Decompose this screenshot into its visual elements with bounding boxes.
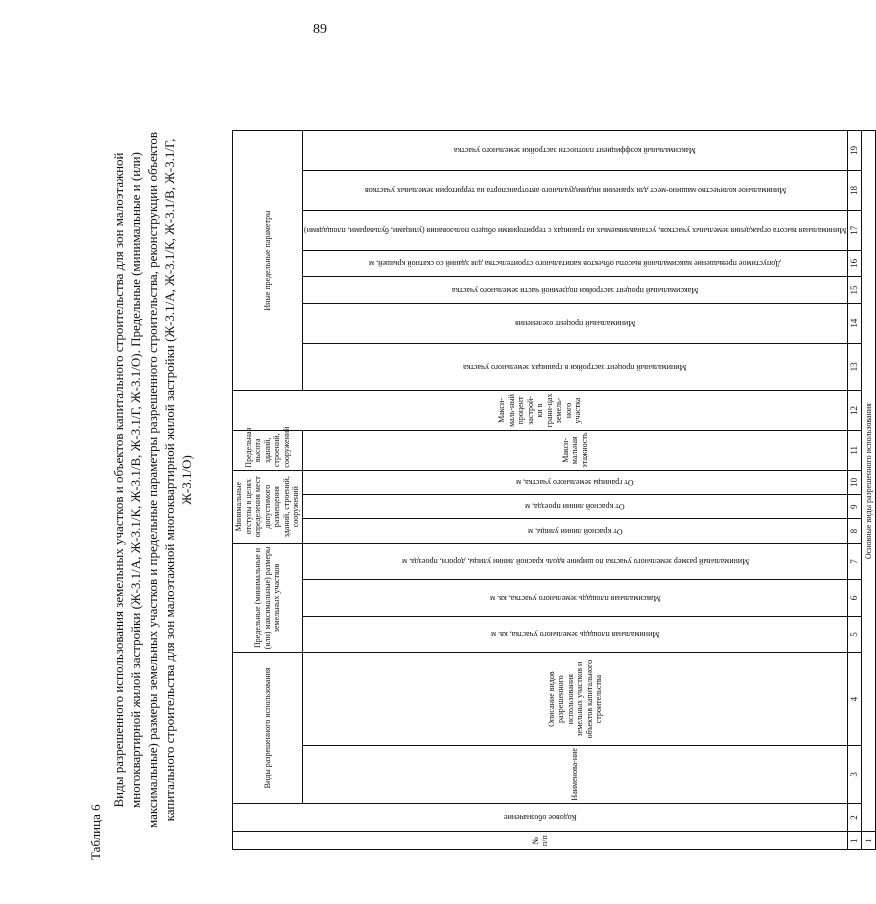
column-number: 19 bbox=[848, 131, 862, 171]
column-number: 2 bbox=[848, 803, 862, 832]
col-setback-border-header: От границы земельного участка, м bbox=[303, 470, 848, 494]
col-description-header: Описание видов разрешенного использования земельных участков и объектов капитального строительства bbox=[303, 653, 848, 746]
column-number: 5 bbox=[848, 616, 862, 652]
column-number: 18 bbox=[848, 171, 862, 211]
col-max-area-header: Максимальная площадь земельного участка, кв. м bbox=[303, 580, 848, 616]
column-number: 9 bbox=[848, 495, 862, 519]
col-max-coverage-header: Макси-маль-ный процент застрой-ки в грани-цах земель-ного участка bbox=[233, 391, 848, 431]
col-min-area-header: Минимальная площадь земельного участка, кв. м bbox=[303, 616, 848, 652]
col-18-header: Минимальное количество машино-мест для хранения индивидуального автотранспорта на территории земельных участков bbox=[303, 171, 848, 211]
column-number: 10 bbox=[848, 470, 862, 494]
group-vri-header: Виды разрешенного использования bbox=[233, 653, 303, 803]
col-16-header: Допустимое превышение максимальной высоты объектов капитального строительства для зданий со скатной крышей, м bbox=[303, 250, 848, 277]
section-title: Основные виды разрешенного использования bbox=[862, 131, 876, 832]
section-row-number: 1 bbox=[862, 832, 876, 850]
column-number: 14 bbox=[848, 303, 862, 343]
col-code-header: Кодовое обозначение bbox=[233, 803, 848, 832]
column-number: 6 bbox=[848, 580, 862, 616]
group-setbacks-header: Минимальные отступы в целях определения мест допустимого размещения зданий, строений, сооружений bbox=[233, 470, 303, 543]
section-row bbox=[862, 131, 876, 850]
parameters-table bbox=[232, 130, 876, 850]
group-sizes-header: Предельные (минимальные и (или) максимальные) размеры земельных участков bbox=[233, 543, 303, 652]
group-other-header: Иные предельные параметры bbox=[233, 131, 303, 391]
column-number: 1 bbox=[848, 832, 862, 850]
rotated-page-content bbox=[0, 120, 874, 880]
column-number: 17 bbox=[848, 210, 862, 250]
col-17-header: Минимальная высота ограждения земельных участков, устанавливаемых на границах с территориями общего пользования (улицами, бульварами, площадями) bbox=[303, 210, 848, 250]
col-15-header: Максимальный процент застройки подземной части земельного участка bbox=[303, 277, 848, 304]
col-13-header: Минимальный процент застройки в границах земельного участка bbox=[303, 343, 848, 391]
column-number: 16 bbox=[848, 250, 862, 277]
col-number-header: № п/п bbox=[233, 832, 848, 850]
column-number-row bbox=[848, 131, 862, 850]
group-height-header: Предельная высота зданий, строений, сооружений bbox=[233, 430, 303, 470]
col-max-floors-header: Макси-мальная этажность bbox=[303, 430, 848, 470]
col-setback-drive-header: От красной линии проезда, м bbox=[303, 495, 848, 519]
table-heading: Виды разрешенного использования земельных участков и объектов капитального строительства для зон малоэтажной многоквартирной жилой застройки (Ж-3.1/А, Ж-3.1/К, Ж-3.1/В, Ж-3.1/Г, Ж-3.1/О). Предельные (минимальные и (или) максимальные) размеры земельных участков и предельные параметры разрешенного строительства, реконструкции объектов капитального строительства для зон малоэтажной многоквартирной жилой застройки (Ж-3.1/А, Ж-3.1/К, Ж-3.1/В, Ж-3.1/Г, Ж-3.1/О) bbox=[111, 131, 194, 829]
col-setback-street-header: От красной линии улицы, м bbox=[303, 519, 848, 543]
column-number: 4 bbox=[848, 653, 862, 746]
column-number: 11 bbox=[848, 430, 862, 470]
column-number: 8 bbox=[848, 519, 862, 543]
column-number: 7 bbox=[848, 543, 862, 579]
column-number: 12 bbox=[848, 391, 862, 431]
table-label: Таблица 6 bbox=[88, 804, 103, 860]
col-name-header: Наименова-ние bbox=[303, 746, 848, 804]
col-19-header: Максимальный коэффициент плотности застройки земельного участка bbox=[303, 131, 848, 171]
column-number: 13 bbox=[848, 343, 862, 391]
page-number: 89 bbox=[313, 22, 327, 37]
column-number: 3 bbox=[848, 746, 862, 804]
column-number: 15 bbox=[848, 277, 862, 304]
col-min-frontage-header: Минимальный размер земельного участка по ширине вдоль красной линии улицы, дороги, проезда, м bbox=[303, 543, 848, 579]
col-14-header: Минимальный процент озеленения bbox=[303, 303, 848, 343]
